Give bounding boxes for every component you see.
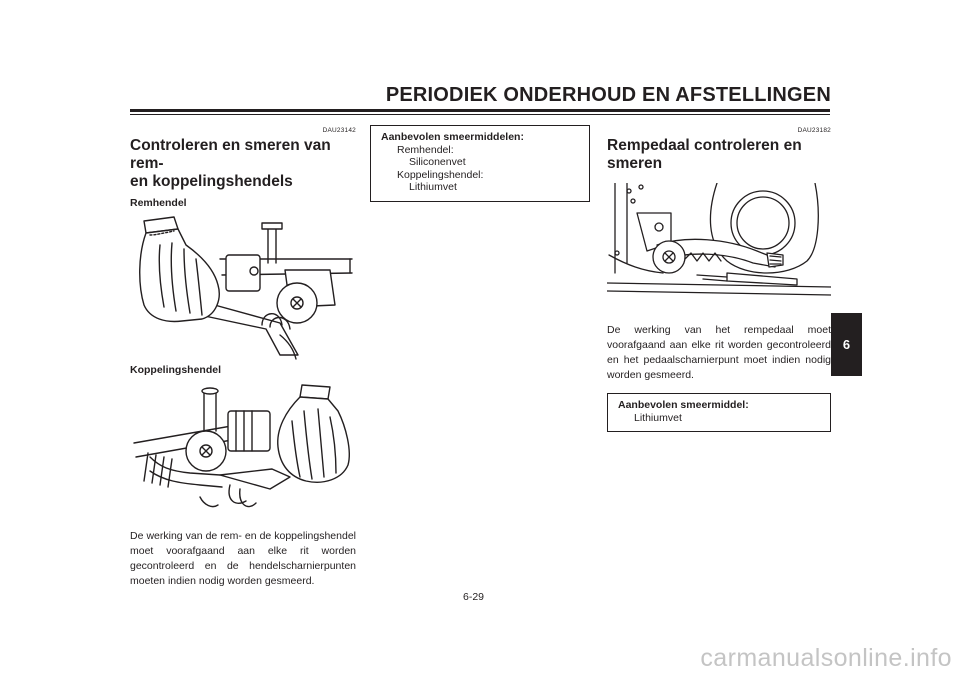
section-heading-line2: smeren xyxy=(607,155,663,172)
middle-column xyxy=(370,125,590,202)
pedal-lubricant-box xyxy=(607,393,831,432)
page-number: 6-29 xyxy=(463,591,485,603)
clutch-lever-lubricant-value: Lithiumvet xyxy=(409,181,457,193)
brake-lever-lubricant-label: Remhendel: xyxy=(397,143,454,156)
section-code: DAU23142 xyxy=(322,127,356,134)
chapter-tab: 6 xyxy=(831,313,862,376)
brake-lever-lubricant-value: Siliconenvet xyxy=(409,156,466,168)
pedal-body-text: De werking van het rempedaal moet voorafgaand aan elke rit worden gecontroleerd en het pedaalscharnierpunt moet indien nodig worden gesmeerd. xyxy=(607,324,831,381)
page-header-title: PERIODIEK ONDERHOUD EN AFSTELLINGEN xyxy=(385,84,831,106)
section-heading xyxy=(130,137,356,191)
header-rule-thick xyxy=(130,109,830,112)
section-heading xyxy=(607,137,831,173)
lubricant-box-title: Aanbevolen smeermiddelen: xyxy=(381,131,524,143)
watermark: carmanualsonline.info xyxy=(700,644,952,672)
brake-pedal-illustration xyxy=(607,183,831,311)
pedal-lubricant-box-title: Aanbevolen smeermiddel: xyxy=(618,399,749,411)
brake-lever-illustration xyxy=(130,215,356,360)
pedal-lubricant-value: Lithiumvet xyxy=(634,411,682,424)
brake-lever-subheading: Remhendel xyxy=(130,197,187,209)
clutch-lever-illustration xyxy=(130,381,356,521)
section-heading-line2: en koppelingshendels xyxy=(130,173,293,190)
lubricant-box xyxy=(370,125,590,202)
section-code: DAU23182 xyxy=(797,127,831,134)
section-heading-line1: Rempedaal controleren en xyxy=(607,137,802,154)
left-column xyxy=(130,122,356,589)
clutch-lever-lubricant-label: Koppelingshendel: xyxy=(397,168,484,181)
right-column xyxy=(607,122,831,432)
lever-body-text: De werking van de rem- en de koppelingshendel moet voorafgaand aan elke rit worden gecontroleerd en de hendelscharnierpunten moeten indien nodig worden gesmeerd. xyxy=(130,530,356,587)
section-heading-line1: Controleren en smeren van rem- xyxy=(130,137,331,172)
header-rule-thin xyxy=(130,114,830,115)
clutch-lever-subheading: Koppelingshendel xyxy=(130,364,222,376)
